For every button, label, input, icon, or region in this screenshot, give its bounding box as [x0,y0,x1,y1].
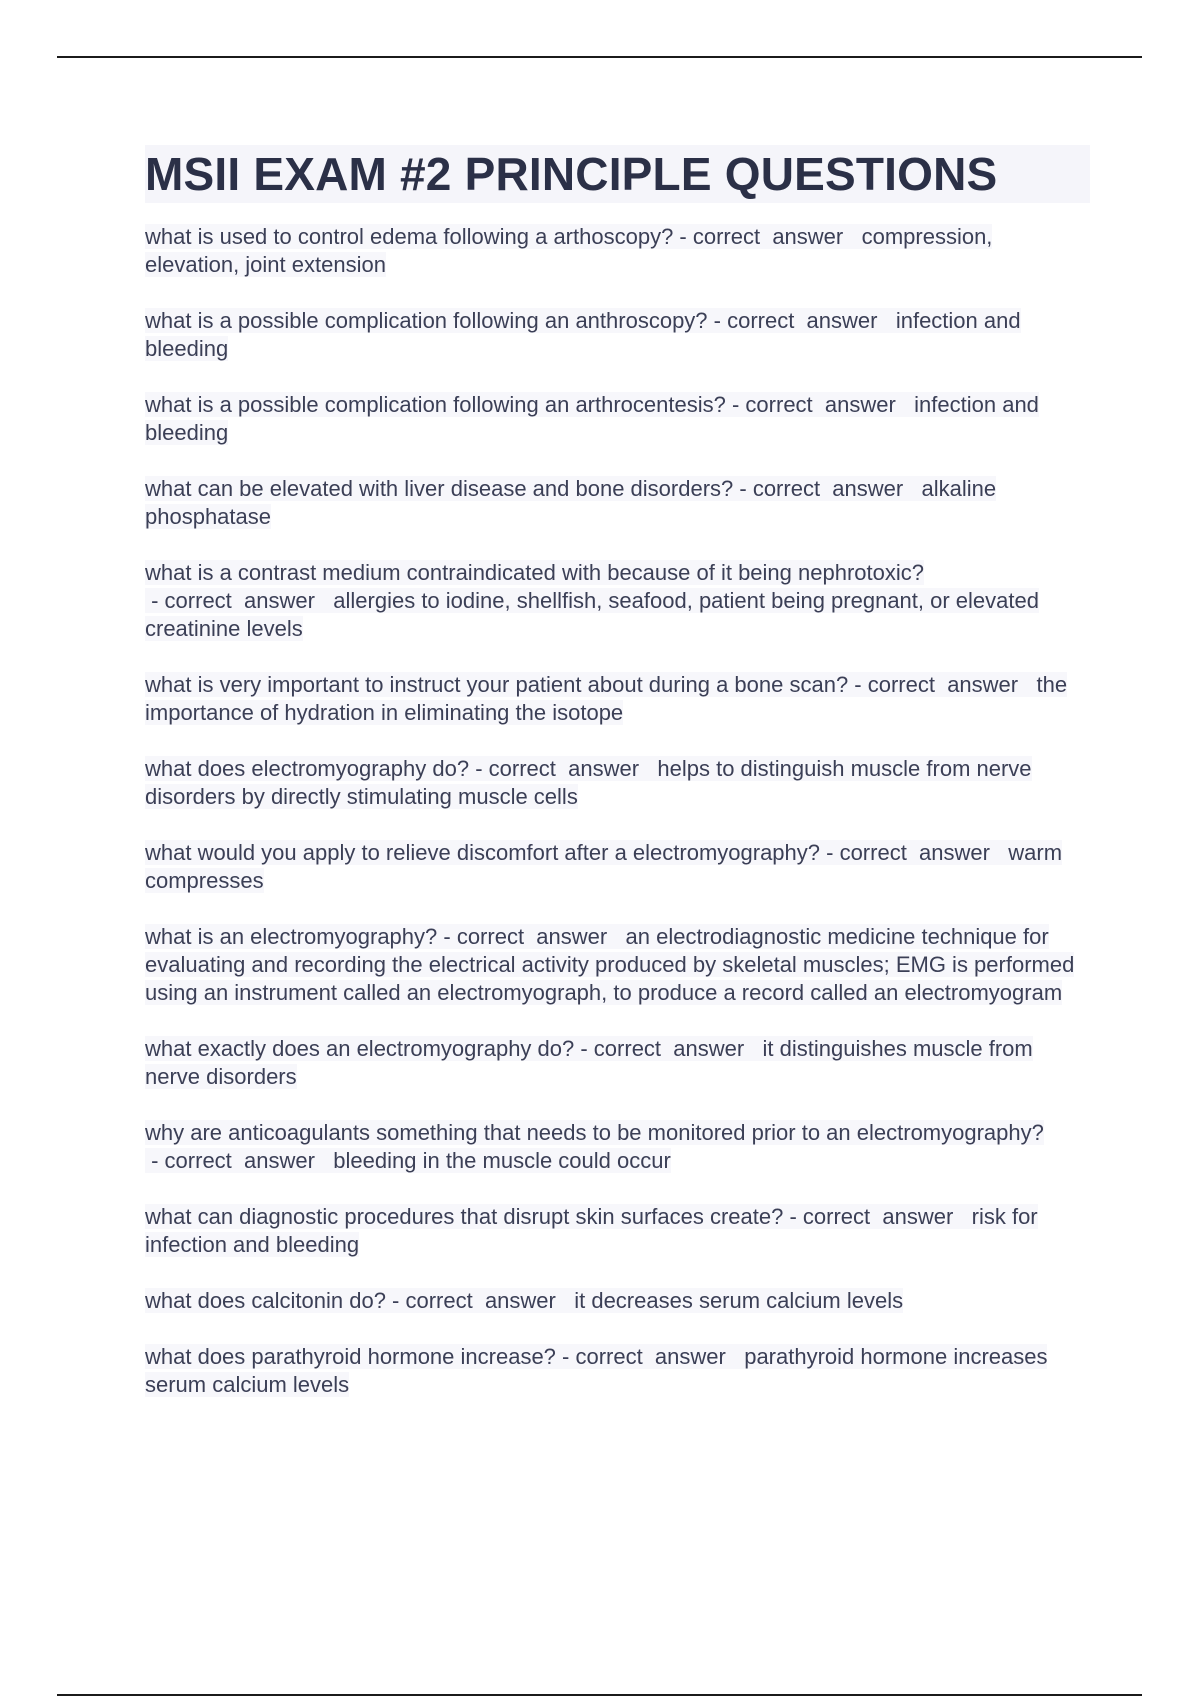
question-text: what is an electromyography? [145,924,438,949]
document-body [145,145,1090,1427]
question-text: what would you apply to relieve discomfort after a electromyography? [145,840,821,865]
question-text: what does parathyroid hormone increase? [145,1344,556,1369]
question-text: what is very important to instruct your patient about during a bone scan? [145,672,849,697]
answer-text: infection and bleeding [145,392,1039,445]
answer-separator: - correct answer [469,756,658,781]
answer-separator: - correct answer [707,308,896,333]
answer-text: alkaline phosphatase [145,476,997,529]
answer-separator: - correct answer [783,1204,972,1229]
answer-text: helps to distinguish muscle from nerve disorders by directly stimulating muscle cells [145,756,1032,809]
qa-item [145,1287,1090,1315]
answer-separator: - correct answer [437,924,626,949]
answer-text: infection and bleeding [145,308,1021,361]
qa-item [145,391,1090,447]
qa-item [145,923,1090,1007]
qa-item [145,307,1090,363]
answer-text: parathyroid hormone increases serum calcium levels [145,1344,1048,1397]
qa-item [145,671,1090,727]
question-text: why are anticoagulants something that needs to be monitored prior to an electromyography? [145,1120,1044,1145]
top-rule [57,56,1142,58]
answer-separator: - correct answer [555,1344,745,1369]
answer-separator: - correct answer [733,476,922,501]
question-text: what is used to control edema following a arthoscopy? [145,224,674,249]
answer-separator: - correct answer [385,1288,575,1313]
qa-item [145,223,1090,279]
answer-separator: - correct answer [820,840,1009,865]
answer-separator: - correct answer [848,672,1037,697]
question-text: what can be elevated with liver disease and bone disorders? [145,476,734,501]
answer-text: the importance of hydration in eliminating the isotope [145,672,1068,725]
question-text: what does calcitonin do? [145,1288,386,1313]
answer-separator: - correct answer [725,392,915,417]
question-text: what can diagnostic procedures that disrupt skin surfaces create? [145,1204,784,1229]
question-text: what is a possible complication following an anthroscopy? [145,308,708,333]
question-text: what does electromyography do? [145,756,470,781]
qa-item [145,839,1090,895]
answer-text: risk for infection and bleeding [145,1204,1038,1257]
qa-list [145,223,1090,1399]
answer-text: an electrodiagnostic medicine technique for evaluating and recording the electrical activity produced by skeletal muscles; EMG is performed using an instrument called an electromyograph, to produce a record called an electromyogram [145,924,1075,1005]
answer-separator: - correct answer [145,588,334,613]
qa-item [145,475,1090,531]
question-text: what is a contrast medium contraindicated with because of it being nephrotoxic? [145,560,924,585]
qa-item [145,1119,1090,1175]
answer-text: allergies to iodine, shellfish, seafood, patient being pregnant, or elevated creatinine levels [145,588,1039,641]
answer-text: it decreases serum calcium levels [574,1288,904,1313]
question-text: what exactly does an electromyography do? [145,1036,575,1061]
answer-text: it distinguishes muscle from nerve disorders [145,1036,1033,1089]
qa-item [145,1203,1090,1259]
answer-separator: - correct answer [574,1036,763,1061]
answer-separator: - correct answer [673,224,862,249]
qa-item [145,1343,1090,1399]
qa-item [145,559,1090,643]
answer-text: warm compresses [145,840,1063,893]
question-text: what is a possible complication following an arthrocentesis? [145,392,726,417]
answer-text: compression, elevation, joint extension [145,224,993,277]
answer-text: bleeding in the muscle could occur [333,1148,671,1173]
answer-separator: - correct answer [145,1148,334,1173]
qa-item [145,1035,1090,1091]
page-title: MSII EXAM #2 PRINCIPLE QUESTIONS [145,145,1090,203]
bottom-rule [57,1694,1142,1696]
qa-item [145,755,1090,811]
